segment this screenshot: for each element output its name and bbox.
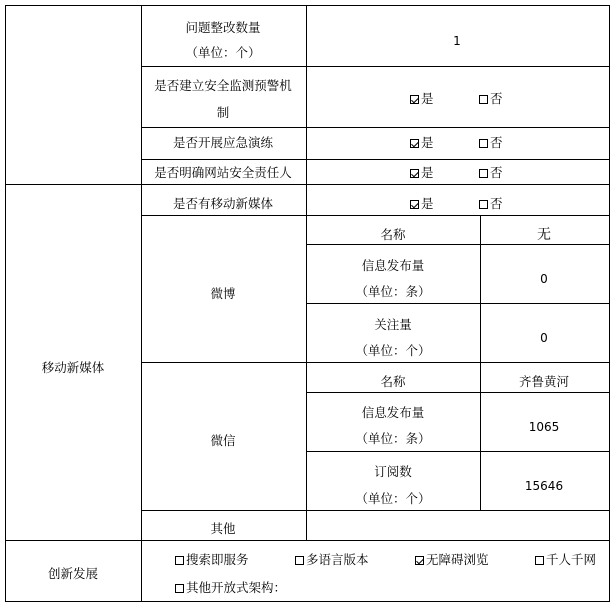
warning-no-option[interactable]: 否 [479, 93, 503, 106]
rectify-count-unit: （单位：个） [185, 45, 261, 60]
innovation-option-other[interactable]: 其他开放式架构： [175, 582, 286, 595]
drill-no-option[interactable]: 否 [479, 137, 503, 150]
weibo-posts-value: 0 [540, 272, 548, 286]
empty-box-icon [535, 556, 544, 565]
innovation-option-search[interactable]: 搜索即服务 [175, 554, 249, 567]
wechat-name-label: 名称 [380, 374, 406, 389]
media-no-option[interactable]: 否 [479, 198, 503, 211]
empty-box-icon [479, 200, 488, 209]
empty-box-icon [479, 169, 488, 178]
wechat-label: 微信 [210, 433, 236, 448]
checked-box-icon [415, 556, 424, 565]
checked-box-icon [410, 95, 419, 104]
empty-box-icon [479, 95, 488, 104]
wechat-name-value: 齐鲁黄河 [518, 374, 570, 389]
weibo-follow-unit: （单位：个） [355, 343, 431, 358]
innovation-option-accessible[interactable]: 无障碍浏览 [415, 554, 489, 567]
media-section-label: 移动新媒体 [41, 360, 105, 375]
innovation-option-multilang[interactable]: 多语言版本 [295, 554, 369, 567]
innovation-option-personalized[interactable]: 千人千网 [535, 554, 596, 567]
weibo-label: 微博 [210, 286, 236, 301]
weibo-follow-value: 0 [540, 331, 548, 345]
has-media-label: 是否有移动新媒体 [172, 196, 274, 211]
weibo-posts-label: 信息发布量 [361, 258, 425, 273]
wechat-sub-label: 订阅数 [374, 464, 412, 479]
empty-box-icon [175, 556, 184, 565]
empty-box-icon [479, 139, 488, 148]
warning-yes-option[interactable]: 是 [410, 93, 434, 106]
empty-box-icon [295, 556, 304, 565]
weibo-follow-label: 关注量 [374, 317, 412, 332]
wechat-sub-unit: （单位：个） [355, 491, 431, 506]
checked-box-icon [410, 139, 419, 148]
responsible-yes-option[interactable]: 是 [410, 167, 434, 180]
checked-box-icon [410, 169, 419, 178]
rectify-count-value: 1 [453, 34, 461, 48]
wechat-sub-value: 15646 [524, 479, 564, 493]
other-media-label: 其他 [210, 521, 236, 536]
wechat-posts-unit: （单位：条） [355, 431, 431, 446]
wechat-posts-label: 信息发布量 [361, 405, 425, 420]
responsible-no-option[interactable]: 否 [479, 167, 503, 180]
media-yes-option[interactable]: 是 [410, 198, 434, 211]
rectify-count-label: 问题整改数量 [185, 20, 261, 35]
weibo-name-value: 无 [537, 227, 551, 243]
weibo-posts-unit: （单位：条） [355, 284, 431, 299]
drill-yes-option[interactable]: 是 [410, 137, 434, 150]
responsible-label: 是否明确网站安全责任人 [154, 165, 292, 180]
checked-box-icon [410, 200, 419, 209]
wechat-posts-value: 1065 [528, 420, 560, 434]
warning-mechanism-label: 是否建立安全监测预警机 [154, 78, 292, 93]
warning-mechanism-label-2: 制 [216, 105, 230, 120]
innovation-section-label: 创新发展 [47, 566, 99, 581]
empty-box-icon [175, 584, 184, 593]
drill-label: 是否开展应急演练 [172, 135, 274, 150]
weibo-name-label: 名称 [380, 227, 406, 242]
